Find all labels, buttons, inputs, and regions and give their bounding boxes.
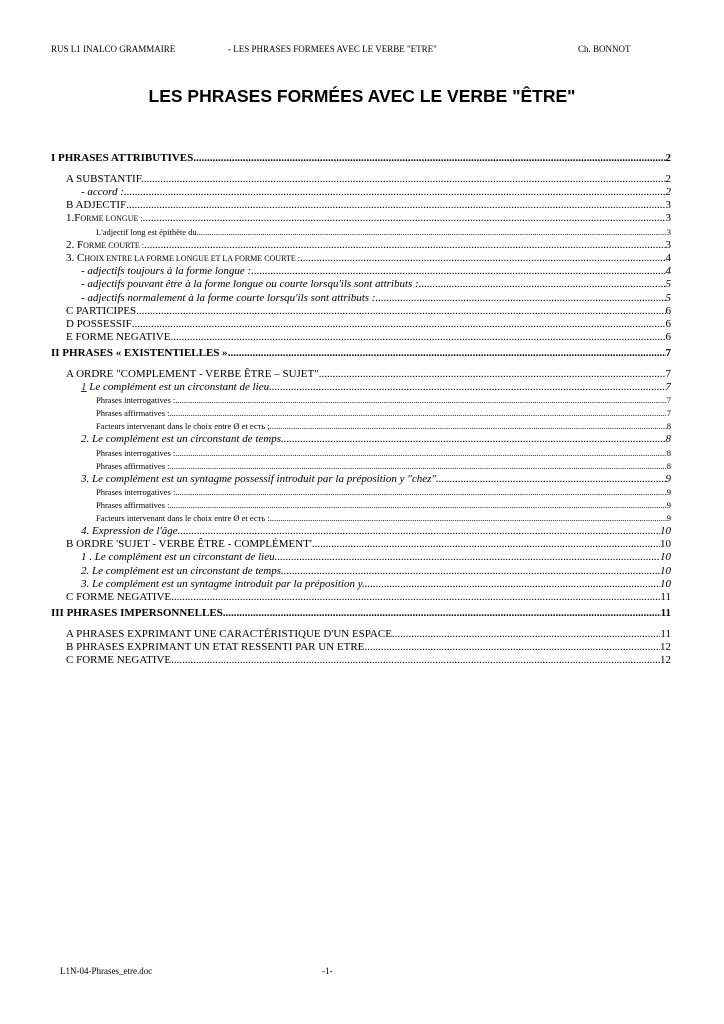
toc-leader-dots [170,460,667,473]
toc-page-number: 9 [666,499,671,510]
toc-leader-dots [170,499,667,512]
toc-leader-dots [171,654,660,667]
toc-leader-dots [170,407,667,420]
toc-leader-dots [300,252,666,265]
toc-entry[interactable] [51,394,671,407]
toc-leader-dots [392,628,660,641]
toc-page-number: 10 [660,538,671,551]
toc-entry-text: Le complément est un circonstant de lieu. [86,381,272,394]
toc-leader-dots [284,565,660,578]
toc-entry-label: Phrases affirmatives : [96,408,170,419]
toc-entry[interactable] [51,460,671,473]
toc-page-number: 9 [666,512,671,523]
toc-entry-label: L'adjectif long est épithète du [96,226,197,237]
toc-entry-prefix: 2. F [66,238,84,251]
toc-entry-label: 1 . Le complément est un circonstant de lieu. [81,551,278,564]
toc-leader-dots [143,212,666,225]
toc-page-number: 11 [660,628,671,641]
toc-entry-label: Phrases affirmatives : [96,460,170,471]
toc-leader-dots [171,331,666,344]
toc-entry-prefix: 3. C [66,251,85,264]
toc-leader-dots [175,394,666,407]
toc-entry-label: Phrases interrogatives : [96,447,176,458]
toc-leader-dots [284,433,666,446]
toc-entry-label: Facteurs intervenant dans le choix entre Ø et есть : [96,512,270,523]
toc-entry-label: B PHRASES EXPRIMANT UN ETAT RESSENTI PAR UN ETRE [66,641,365,654]
toc-entry-label [81,381,272,394]
toc-page-number: 7 [665,347,671,360]
toc-entry-label: 2. Le complément est un circonstant de temps. [81,433,284,446]
toc-entry-label: D POSSESSIF [66,318,132,331]
toc-entry-label: C FORME NEGATIVE [66,654,172,667]
toc-page-number: 2 [665,186,671,198]
page-title: LES PHRASES FORMÉES AVEC LE VERBE "ÊTRE" [148,86,576,106]
toc-page-number: 7 [666,408,671,419]
toc-entry-label: Phrases interrogatives : [96,395,176,406]
toc-entry[interactable] [51,473,671,486]
toc-page-number: 6 [665,318,671,331]
toc-page-number: 11 [660,607,671,620]
toc-entry-label: - adjectifs normalement à la forme courte lorsqu'ils sont attributs : [81,291,376,304]
toc-entry[interactable] [51,654,671,667]
toc-entry[interactable] [51,551,671,564]
toc-entry-label: C FORME NEGATIVE [66,591,172,604]
footer-page-number: -1- [322,966,333,976]
toc-entry[interactable] [51,212,671,225]
toc-leader-dots [270,420,667,433]
toc-entry-smallcaps: ORME COURTE : [83,240,144,250]
toc-entry-label: III PHRASES IMPERSONNELLES [51,607,223,620]
toc-entry[interactable] [51,347,671,360]
toc-leader-dots [251,265,665,278]
toc-page-number: 11 [660,591,671,604]
table-of-contents [51,152,671,667]
toc-page-number: 12 [660,641,671,654]
toc-leader-dots [197,226,667,239]
toc-leader-dots [223,607,661,620]
toc-leader-dots [136,305,665,318]
toc-page-number: 9 [665,472,671,485]
toc-page-number: 10 [660,524,671,537]
header-author: Ch. BONNOT [578,44,631,54]
toc-entry[interactable] [51,628,671,641]
toc-entry-label: Phrases affirmatives : [96,499,170,510]
toc-entry-label: 3. Le complément est un syntagme possessif introduit par la préposition y "chez". [81,472,439,485]
toc-entry[interactable] [51,252,671,265]
toc-entry[interactable] [51,331,671,344]
toc-entry[interactable] [51,499,671,512]
toc-entry[interactable] [51,173,671,186]
toc-page-number: 6 [665,305,671,318]
toc-page-number: 7 [665,381,671,394]
toc-page-number: 5 [665,278,671,291]
toc-entry-label: II PHRASES « EXISTENTIELLES » [51,347,228,360]
toc-page-number: 5 [665,291,671,304]
toc-leader-dots [228,347,666,360]
toc-entry-label: B ADJECTIF [66,199,127,212]
toc-entry-label: E FORME NEGATIVE [66,331,171,344]
toc-entry[interactable] [51,407,671,420]
toc-entry-label [66,252,300,265]
toc-entry[interactable] [51,641,671,654]
toc-entry-label: Phrases interrogatives : [96,486,176,497]
toc-entry[interactable] [51,239,671,252]
toc-leader-dots [132,318,666,331]
toc-entry-smallcaps: HOIX ENTRE LA FORME LONGUE ET LA FORME COURTE : [84,253,300,263]
toc-entry-label: - adjectifs toujours à la forme longue : [81,265,252,278]
toc-page-number: 8 [666,421,671,432]
toc-page-number: 9 [666,486,671,497]
toc-page-number: 4 [665,251,671,264]
toc-entry[interactable] [51,278,671,291]
toc-leader-dots [193,152,665,165]
toc-entry[interactable] [51,447,671,460]
toc-entry[interactable] [51,525,671,538]
toc-entry-label: C PARTICIPES [66,305,137,318]
toc-entry-label: I PHRASES ATTRIBUTIVES [51,152,194,164]
toc-page-number: 10 [660,551,671,564]
toc-page-number: 3 [666,226,671,237]
toc-leader-dots [126,199,665,212]
toc-entry-label: 4. Expression de l'âge. [81,524,181,537]
toc-entry[interactable] [51,199,671,212]
toc-leader-dots [124,186,666,199]
toc-leader-dots [144,239,666,252]
toc-leader-dots [175,447,666,460]
toc-page-number: 8 [665,433,671,446]
toc-entry[interactable] [51,538,671,551]
toc-entry[interactable] [51,152,671,165]
toc-leader-dots [171,591,660,604]
toc-leader-dots [270,512,667,525]
toc-entry-label: A ORDRE "COMPLEMENT - VERBE ÊTRE – SUJET" [66,368,319,381]
toc-entry[interactable] [51,578,671,591]
toc-entry[interactable] [51,381,671,394]
toc-entry[interactable] [51,186,671,199]
toc-entry-label: 3. Le complément est un syntagme introduit par la préposition y. [81,577,365,590]
toc-entry-label: A PHRASES EXPRIMANT UNE CARACTÉRISTIQUE D'UN ESPACE [66,628,392,641]
toc-entry-label: A SUBSTANTIF. [66,173,144,185]
toc-leader-dots [364,641,660,654]
toc-entry[interactable] [51,226,671,239]
header-topic: - LES PHRASES FORMEES AVEC LE VERBE "ETRE" [228,44,437,54]
toc-entry-label [66,239,144,252]
toc-page-number: 4 [665,265,671,278]
toc-entry[interactable] [51,486,671,499]
toc-entry-label: - adjectifs pouvant être à la forme longue ou courte lorsqu'ils sont attributs : [81,278,419,291]
toc-entry-label: - accord : [81,186,124,198]
toc-leader-dots [272,381,666,394]
toc-page-number: 6 [665,331,671,344]
toc-page-number: 10 [660,577,671,590]
toc-entry[interactable] [51,305,671,318]
toc-page-number: 8 [666,460,671,471]
toc-leader-dots [277,551,660,564]
toc-leader-dots [175,486,666,499]
toc-entry[interactable] [51,368,671,381]
toc-entry-prefix: 1.F [66,212,81,225]
toc-entry[interactable] [51,292,671,305]
toc-entry[interactable] [51,607,671,620]
toc-leader-dots [375,292,665,305]
toc-entry-label [66,212,143,225]
toc-entry-label: B ORDRE 'SUJET - VERBE ÊTRE - COMPLÉMENT' [66,538,312,551]
toc-entry[interactable] [51,433,671,446]
toc-entry[interactable] [51,420,671,433]
toc-page-number: 8 [666,447,671,458]
toc-page-number: 12 [660,654,671,667]
toc-page-number: 10 [660,564,671,577]
toc-entry-label: 2. Le complément est un circonstant de temps. [81,564,284,577]
toc-leader-dots [365,578,660,591]
toc-leader-dots [144,173,666,186]
toc-page-number: 3 [665,199,671,212]
header-course: RUS L1 INALCO GRAMMAIRE [51,44,176,54]
toc-page-number: 2 [665,173,671,185]
toc-entry-smallcaps: ORME LONGUE : [80,214,143,224]
toc-entry[interactable] [51,512,671,525]
toc-leader-dots [319,368,666,381]
toc-page-number: 7 [665,368,671,381]
toc-leader-dots [439,473,666,486]
toc-page-number: 2 [665,152,671,164]
toc-entry-label: Facteurs intervenant dans le choix entre Ø et есть ; [96,421,270,432]
toc-leader-dots [312,538,660,551]
toc-page-number: 7 [666,395,671,406]
toc-entry[interactable] [51,318,671,331]
toc-entry[interactable] [51,591,671,604]
toc-hyperlink[interactable]: 1 [81,381,87,394]
toc-entry[interactable] [51,565,671,578]
toc-leader-dots [180,525,660,538]
toc-entry[interactable] [51,265,671,278]
footer-filename: L1N-04-Phrases_etre.doc [60,966,153,976]
toc-page-number: 3 [665,212,671,225]
toc-leader-dots [419,278,666,291]
toc-page-number: 3 [665,238,671,251]
